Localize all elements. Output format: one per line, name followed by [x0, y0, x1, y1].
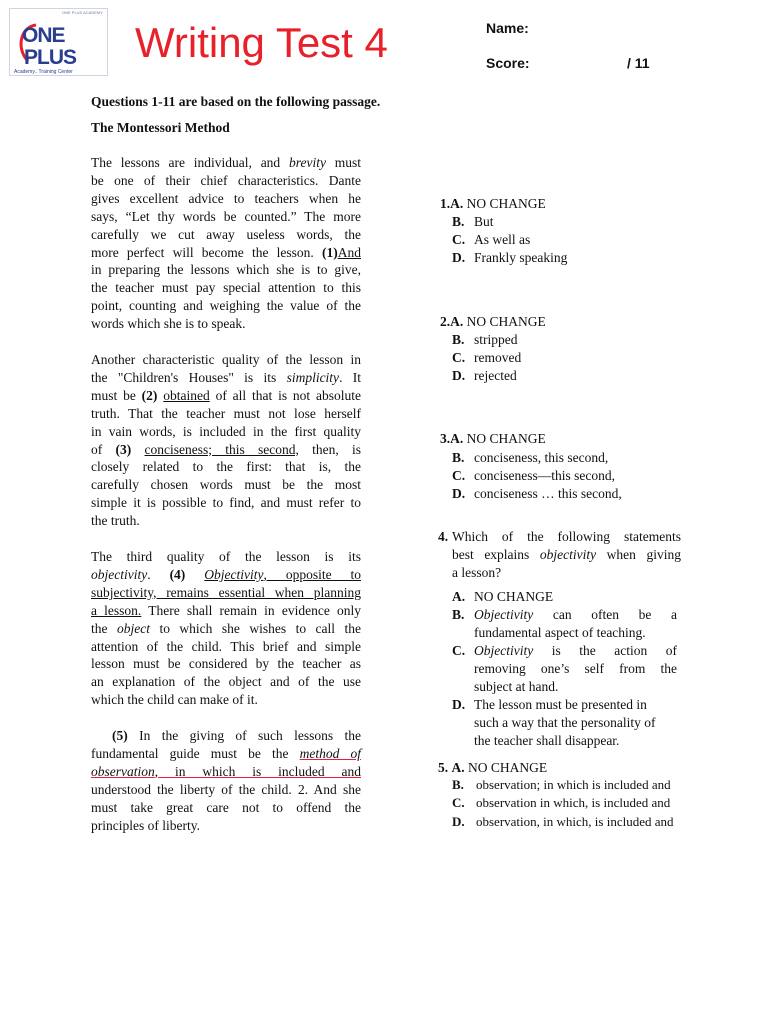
question-3-option-b[interactable]: B. conciseness, this second, — [452, 450, 609, 465]
question-2-option-d[interactable]: D. rejected — [452, 368, 517, 383]
score-label: Score: — [486, 55, 530, 71]
passage-paragraph-1: The lessons are individual, and brevity must be one of their chief characteristics. Dante gives excellent advice to teachers when he says, “Let thy words be counted.” The more carefully we cut away useless words, the more perfect will become the lesson. (1)And in preparing the lessons which she is to give, the teacher must pay special attention to this point, counting and weighing the value of the words which she is to speak. — [91, 155, 361, 332]
question-4-stem: Which of the following statements best explains objectivity when giving a lesson? — [452, 529, 681, 580]
term-brevity: brevity — [288, 155, 326, 170]
question-5-option-a[interactable]: 5. A. NO CHANGE — [438, 760, 548, 775]
underlined-phrase-4b: subjectivity, remains essential when planning — [91, 584, 361, 600]
question-4-number: 4. — [438, 529, 449, 544]
passage-paragraph-3: The third quality of the lesson is its objectivity. (4) Objectivity, opposite to subjectivity, remains essential when planning a lesson. There shall remain in evidence only the object to which she wishes to call the attention of the child. This brief and simple lesson must be considered by the teacher as an explanation of the object and of the use which the child can make of it. — [91, 549, 362, 708]
passage-intro: Questions 1-11 are based on the following passage. — [91, 94, 381, 109]
question-1-option-a[interactable]: 1.A. NO CHANGE — [440, 196, 546, 211]
question-5-option-d[interactable]: D. observation, in which, is included and — [452, 814, 674, 829]
page-title: Writing Test 4 — [135, 19, 388, 66]
question-5-option-b[interactable]: B. observation; in which is included and — [452, 777, 671, 792]
logo-line1: ONE — [22, 24, 65, 47]
question-4-option-c-letter: C. — [452, 643, 466, 658]
question-3-option-d[interactable]: D. conciseness … this second, — [452, 486, 622, 501]
question-3-option-a[interactable]: 3.A. NO CHANGE — [440, 431, 546, 446]
underlined-phrase-2: obtained — [163, 387, 210, 403]
question-3-option-c[interactable]: C. conciseness—this second, — [452, 468, 615, 483]
question-2-option-c[interactable]: C. removed — [452, 350, 522, 365]
question-marker-2: (2) — [141, 387, 158, 403]
question-1-number: 1. — [440, 196, 451, 211]
question-1-option-d[interactable]: D. Frankly speaking — [452, 250, 568, 265]
question-4-option-b[interactable]: Objectivity can often be a fundamental aspect of teaching. — [474, 607, 677, 640]
logo — [9, 8, 108, 76]
underlined-phrase-4a: Objectivity, opposite to — [204, 566, 362, 582]
question-marker-5: (5) — [112, 728, 128, 743]
question-5-number: 5. — [438, 760, 449, 775]
question-4-option-c[interactable]: Objectivity is the action of removing one’s self from the subject at hand. — [474, 643, 677, 694]
passage-title: The Montessori Method — [91, 120, 230, 135]
underlined-phrase-4c: a lesson. — [91, 602, 142, 618]
logo-subtitle: Academy.. Training Center — [14, 69, 73, 75]
underlined-phrase-3: conciseness; this second, — [144, 441, 299, 457]
question-1-option-b[interactable]: B. But — [452, 214, 494, 229]
name-label: Name: — [486, 20, 529, 36]
logo-line2: PLUS — [24, 46, 77, 69]
question-1-option-c[interactable]: C. As well as — [452, 232, 531, 247]
question-marker-4: (4) — [169, 566, 186, 582]
question-4-option-b-letter: B. — [452, 607, 465, 622]
question-4-option-d[interactable]: The lesson must be presented in such a way that the personality of the teacher shall disappear. — [474, 697, 656, 748]
score-total: / 11 — [627, 55, 650, 71]
question-2-number: 2. — [440, 314, 451, 329]
underlined-phrase-1: And — [337, 244, 361, 260]
question-5-option-c[interactable]: C. observation in which, is included and — [452, 795, 671, 810]
passage-paragraph-4: (5) In the giving of such lessons the fundamental guide must be the method of observation, in which is included and understood the liberty of the child. 2. And she must take great care not to offend the principles of liberty. — [91, 728, 361, 833]
underlined-phrase-5b: observation, in which is included and — [91, 763, 361, 779]
question-2-option-b[interactable]: B. stripped — [452, 332, 518, 347]
question-4-option-d-letter: D. — [452, 697, 466, 712]
question-marker-3: (3) — [115, 441, 132, 457]
question-3-number: 3. — [440, 431, 451, 446]
underlined-phrase-5a: method of — [299, 745, 361, 761]
logo-tagline: ONE PLUS ACADEMY — [62, 10, 103, 15]
question-4-option-a[interactable]: A. NO CHANGE — [452, 589, 554, 604]
passage-paragraph-2: Another characteristic quality of the lesson in the "Children's Houses" is its simplicity. It must be (2) obtained of all that is not absolute truth. That the teacher must not lose herself in vain words, is included in the first quality of (3) conciseness; this second, then, is closely related to the first: that is, the carefully chosen words must be the most simple it is possible to find, and must refer to the truth. — [91, 352, 362, 529]
question-2-option-a[interactable]: 2.A. NO CHANGE — [440, 314, 546, 329]
question-marker-1: (1) — [322, 244, 338, 260]
